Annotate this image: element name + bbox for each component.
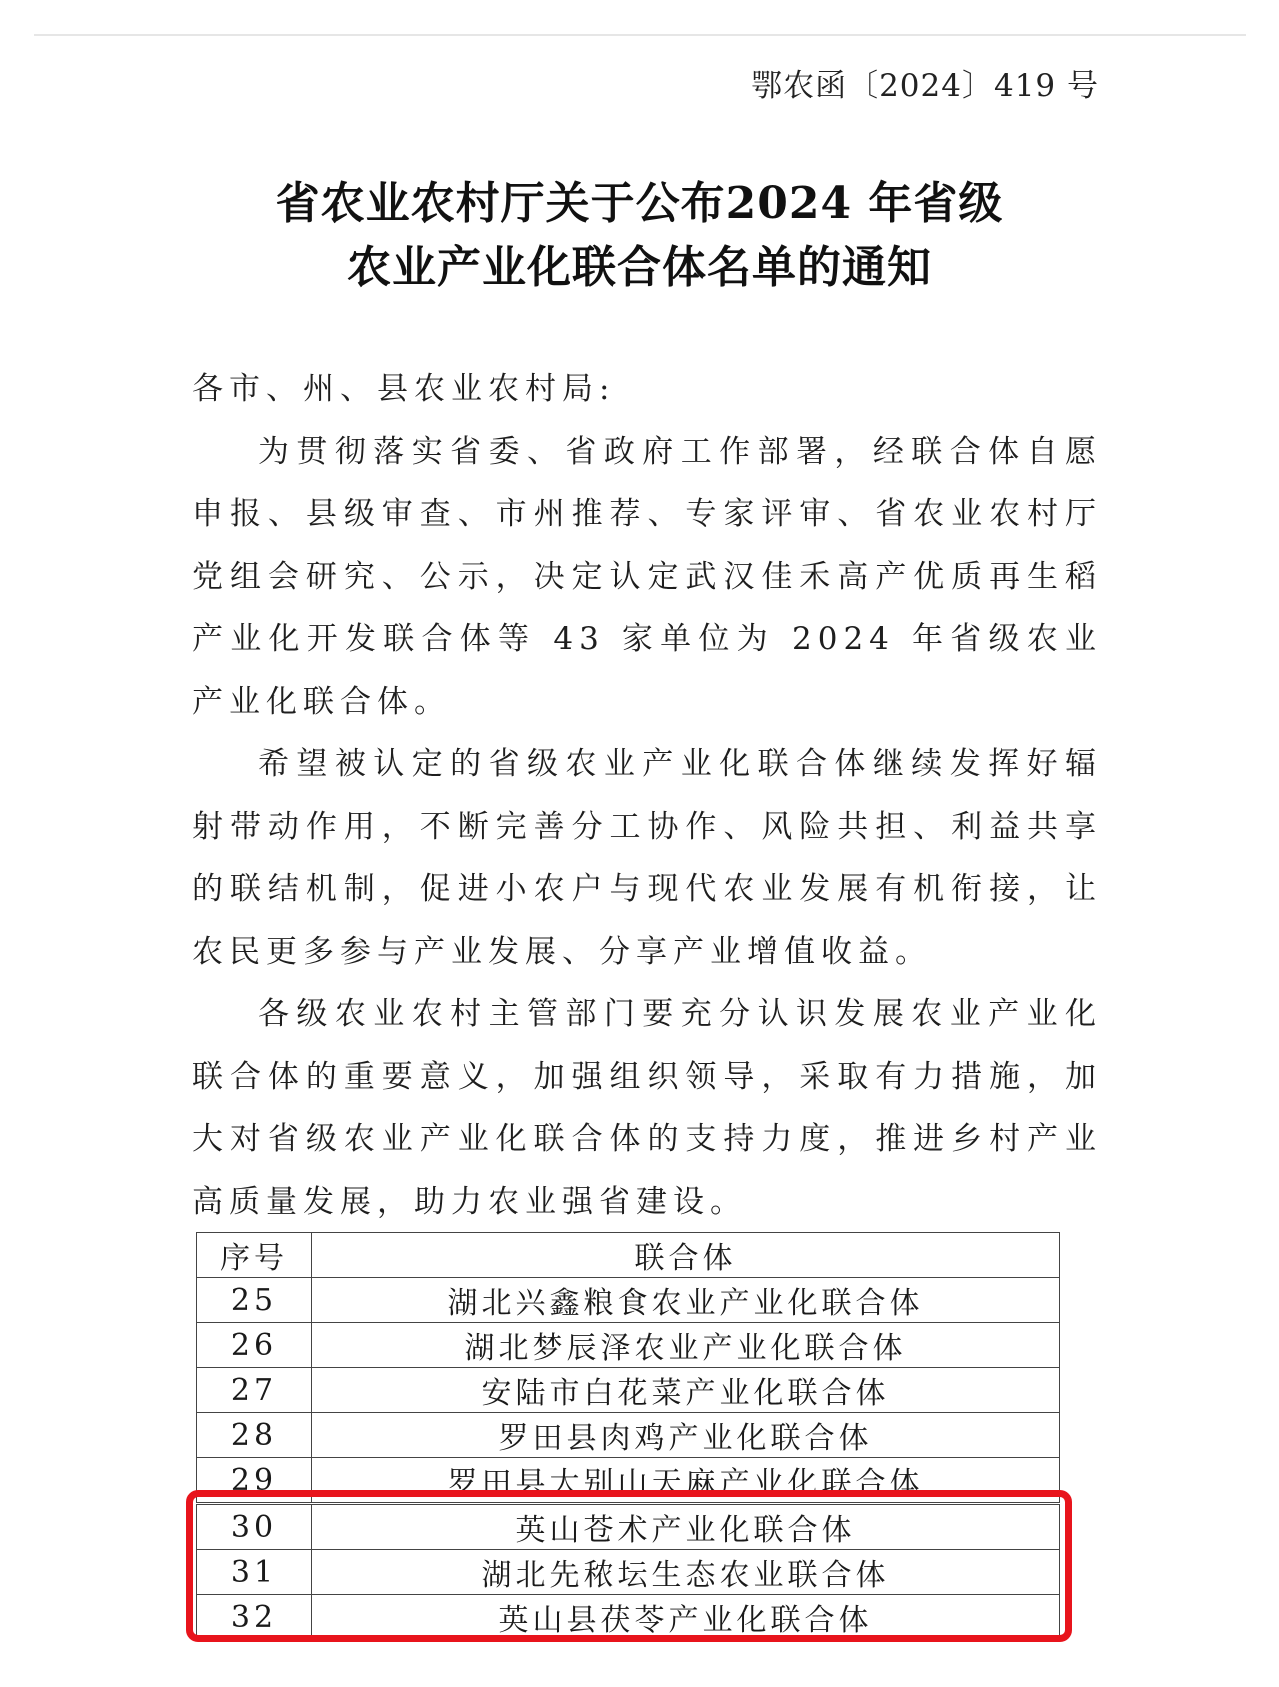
document-title xyxy=(0,172,1279,300)
paragraph-2: 希望被认定的省级农业产业化联合体继续发挥好辐射带动作用，不断完善分工协作、风险共担、利益共享的联结机制，促进小农户与现代农业发展有机衔接，让农民更多参与产业发展、分享产业增值收益。 xyxy=(192,746,1102,970)
document-number: 鄂农函〔2024〕419 号 xyxy=(751,68,1099,104)
header-name: 联合体 xyxy=(312,1233,1060,1278)
table-row xyxy=(197,1413,1060,1458)
header-num: 序号 xyxy=(197,1233,312,1278)
title-line-1: 省农业农村厅关于公布2024 年省级 xyxy=(275,178,1004,229)
row-num: 26 xyxy=(197,1323,312,1368)
row-num: 28 xyxy=(197,1413,312,1458)
salutation: 各市、州、县农业农村局: xyxy=(192,371,616,407)
row-num: 29 xyxy=(197,1458,312,1503)
alliance-table xyxy=(196,1232,1060,1503)
row-num: 31 xyxy=(197,1550,312,1595)
table-header-row xyxy=(197,1233,1060,1278)
row-name: 英山苍术产业化联合体 xyxy=(312,1505,1060,1550)
top-divider xyxy=(34,34,1246,36)
row-name: 罗田县大别山天麻产业化联合体 xyxy=(312,1458,1060,1503)
title-line-2: 农业产业化联合体名单的通知 xyxy=(347,242,932,293)
table-row xyxy=(197,1368,1060,1413)
table-row xyxy=(197,1278,1060,1323)
table-row xyxy=(197,1323,1060,1368)
row-num: 30 xyxy=(197,1505,312,1550)
paragraph-1: 为贯彻落实省委、省政府工作部署，经联合体自愿申报、县级审查、市州推荐、专家评审、省农业农村厅党组会研究、公示，决定认定武汉佳禾高产优质再生稻产业化开发联合体等 43 家单位为 2024 年省级农业产业化联合体。 xyxy=(192,433,1102,720)
red-highlight-box xyxy=(186,1490,1072,1642)
row-num: 32 xyxy=(197,1595,312,1640)
row-name: 安陆市白花菜产业化联合体 xyxy=(312,1368,1060,1413)
paragraph-3: 各级农业农村主管部门要充分认识发展农业产业化联合体的重要意义，加强组织领导，采取有力措施，加大对省级农业产业化联合体的支持力度，推进乡村产业高质量发展，助力农业强省建设。 xyxy=(192,996,1102,1220)
row-name: 湖北先秾坛生态农业联合体 xyxy=(312,1550,1060,1595)
row-name: 湖北兴鑫粮食农业产业化联合体 xyxy=(312,1278,1060,1323)
row-num: 25 xyxy=(197,1278,312,1323)
row-name: 湖北梦辰泽农业产业化联合体 xyxy=(312,1323,1060,1368)
row-num: 27 xyxy=(197,1368,312,1413)
row-name: 英山县茯苓产业化联合体 xyxy=(312,1595,1060,1640)
row-name: 罗田县肉鸡产业化联合体 xyxy=(312,1413,1060,1458)
document-body xyxy=(192,358,1102,1233)
table-excerpt-upper xyxy=(196,1241,1060,1501)
